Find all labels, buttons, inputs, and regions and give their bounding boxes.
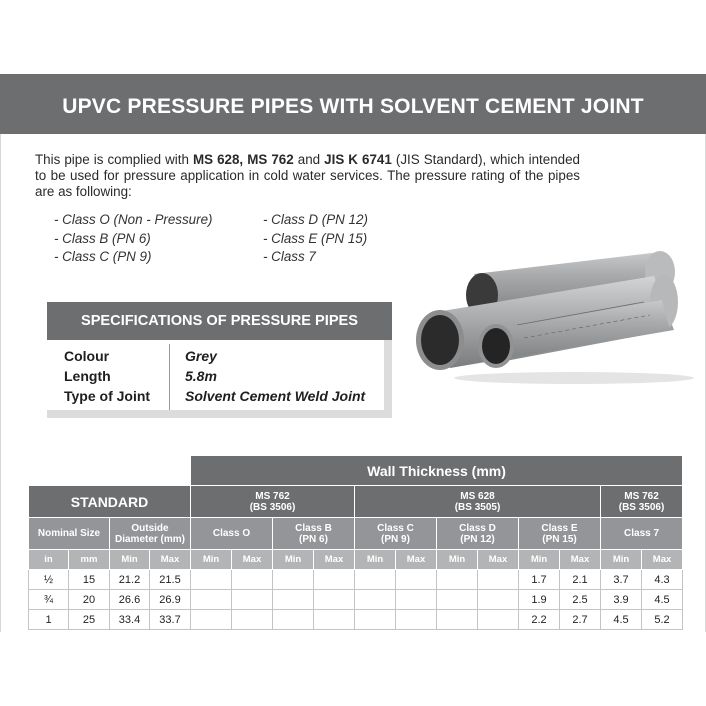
- header-line: (PN 9): [381, 533, 410, 545]
- table-row: [29, 590, 683, 610]
- class-b-header: [273, 518, 355, 550]
- unit-mm: mm: [69, 550, 110, 570]
- min-label: Min: [110, 550, 150, 570]
- table-cell: [396, 590, 437, 610]
- panel-border-left: [0, 134, 1, 632]
- specifications-header: [47, 302, 392, 340]
- table-cell: ¾: [29, 590, 69, 610]
- table-cell: 21.5: [150, 570, 191, 590]
- table-cell: [396, 570, 437, 590]
- class-item: - Class O (Non - Pressure): [54, 212, 213, 227]
- table-cell: [478, 570, 519, 590]
- class-c-header: [355, 518, 437, 550]
- spec-value: 5.8m: [185, 368, 217, 384]
- table-cell: 1.9: [519, 590, 560, 610]
- min-label: Min: [437, 550, 478, 570]
- table-cell: [396, 610, 437, 630]
- intro-text-3: and: [293, 152, 325, 167]
- page-title: UPVC PRESSURE PIPES WITH SOLVENT CEMENT JOINT: [62, 95, 644, 118]
- wall-thickness-table: [28, 455, 683, 630]
- table-cell: 2.7: [560, 610, 601, 630]
- header-line: Class B: [295, 522, 332, 534]
- max-label: Max: [478, 550, 519, 570]
- min-label: Min: [601, 550, 642, 570]
- specifications-box: [47, 302, 392, 418]
- table-cell: 2.2: [519, 610, 560, 630]
- table-cell: [191, 590, 232, 610]
- title-banner: [0, 74, 706, 134]
- nominal-size-header: Nominal Size: [29, 518, 110, 550]
- table-cell: [273, 590, 314, 610]
- table-cell: 1.7: [519, 570, 560, 590]
- table-cell: 4.3: [642, 570, 683, 590]
- std-ref: (BS 3505): [454, 501, 501, 513]
- table-cell: 2.5: [560, 590, 601, 610]
- std-name: MS 762: [255, 490, 290, 502]
- spec-label: Colour: [64, 348, 110, 364]
- class-o-header: [191, 518, 273, 550]
- std-ref: (BS 3506): [249, 501, 296, 513]
- intro-paragraph: [35, 152, 580, 200]
- table-cell: 4.5: [601, 610, 642, 630]
- intro-standard-jis: JIS K 6741: [324, 152, 392, 167]
- table-cell: 33.7: [150, 610, 191, 630]
- table-cell: 3.7: [601, 570, 642, 590]
- table-cell: [232, 610, 273, 630]
- table-cell: 4.5: [642, 590, 683, 610]
- table-cell: [478, 610, 519, 630]
- class-item: - Class C (PN 9): [54, 249, 152, 264]
- table-cell: 5.2: [642, 610, 683, 630]
- table-cell: 26.9: [150, 590, 191, 610]
- intro-text-1: This pipe is complied with: [35, 152, 193, 167]
- max-label: Max: [560, 550, 601, 570]
- table-cell: 1: [29, 610, 69, 630]
- std-group-ms762-a: [191, 486, 355, 518]
- spec-label: Type of Joint: [64, 388, 151, 404]
- std-group-ms762-b: [601, 486, 683, 518]
- class-item: - Class D (PN 12): [263, 212, 368, 227]
- table-cell: [437, 590, 478, 610]
- table-cell: [314, 590, 355, 610]
- table-cell: [273, 610, 314, 630]
- intro-text-4: (JIS Standard), which intended to be used for pressure application in cold water services. The pressure rating of the pipes are as following:: [35, 152, 580, 199]
- spec-row-length: [47, 366, 384, 386]
- class-item: - Class B (PN 6): [54, 230, 151, 246]
- standard-header: STANDARD: [29, 486, 191, 518]
- header-line: (PN 12): [460, 533, 495, 545]
- table-cell: 33.4: [110, 610, 150, 630]
- max-label: Max: [642, 550, 683, 570]
- outside-diameter-header: [110, 518, 191, 550]
- header-line: Class 7: [624, 528, 660, 539]
- table-row: [29, 610, 683, 630]
- table-cell: [191, 610, 232, 630]
- spec-row-colour: [47, 346, 384, 366]
- table-cell: [191, 570, 232, 590]
- table-cell: [355, 610, 396, 630]
- spec-value: Solvent Cement Weld Joint: [185, 388, 366, 404]
- table-cell: 25: [69, 610, 110, 630]
- min-label: Min: [519, 550, 560, 570]
- spec-value: Grey: [185, 348, 217, 364]
- table-cell: [355, 590, 396, 610]
- class-d-header: [437, 518, 519, 550]
- header-line: Class O: [212, 528, 251, 539]
- specifications-title: SPECIFICATIONS OF PRESSURE PIPES: [80, 313, 359, 329]
- std-name: MS 628: [460, 490, 495, 502]
- std-name: MS 762: [624, 490, 659, 502]
- table-cell: [232, 570, 273, 590]
- header-line: Outside: [131, 522, 169, 534]
- std-ref: (BS 3506): [618, 501, 665, 513]
- table-row: [29, 570, 683, 590]
- max-label: Max: [150, 550, 191, 570]
- header-line: Diameter (mm): [114, 533, 186, 545]
- table-cell: 2.1: [560, 570, 601, 590]
- class-item: - Class 7: [263, 249, 316, 264]
- header-line: Class D: [459, 522, 496, 534]
- header-line: (PN 6): [299, 533, 328, 545]
- table-cell: 3.9: [601, 590, 642, 610]
- table-cell: 21.2: [110, 570, 150, 590]
- min-label: Min: [355, 550, 396, 570]
- table-cell: [478, 590, 519, 610]
- table-cell: 15: [69, 570, 110, 590]
- table-cell: 26.6: [110, 590, 150, 610]
- min-label: Min: [273, 550, 314, 570]
- table-cell: ½: [29, 570, 69, 590]
- header-line: Class C: [377, 522, 414, 534]
- table-cell: [355, 570, 396, 590]
- unit-in: in: [29, 550, 69, 570]
- unit-row: [29, 550, 683, 570]
- class-e-header: [519, 518, 601, 550]
- pressure-class-list-left: [54, 211, 212, 267]
- pipes-illustration: [412, 238, 700, 388]
- table-cell: [437, 610, 478, 630]
- table-cell: [314, 570, 355, 590]
- table-corner-blank: [29, 456, 191, 486]
- header-line: Class E: [541, 522, 578, 534]
- max-label: Max: [314, 550, 355, 570]
- pressure-class-list-right: [263, 211, 368, 267]
- max-label: Max: [232, 550, 273, 570]
- class-7-header: [601, 518, 683, 550]
- table-cell: 20: [69, 590, 110, 610]
- table-cell: [314, 610, 355, 630]
- table-cell: [437, 570, 478, 590]
- std-group-ms628: [355, 486, 601, 518]
- intro-standard-ms628: MS 628,: [192, 152, 244, 167]
- min-label: Min: [191, 550, 232, 570]
- max-label: Max: [396, 550, 437, 570]
- table-cell: [232, 590, 273, 610]
- table-cell: [273, 570, 314, 590]
- intro-standard-ms762: MS 762: [247, 152, 294, 167]
- spec-label: Length: [64, 368, 111, 384]
- wall-thickness-header: Wall Thickness (mm): [191, 456, 683, 486]
- class-item: - Class E (PN 15): [263, 230, 368, 246]
- spec-row-joint: [47, 386, 384, 406]
- specifications-body: [47, 340, 392, 418]
- header-line: (PN 15): [542, 533, 577, 545]
